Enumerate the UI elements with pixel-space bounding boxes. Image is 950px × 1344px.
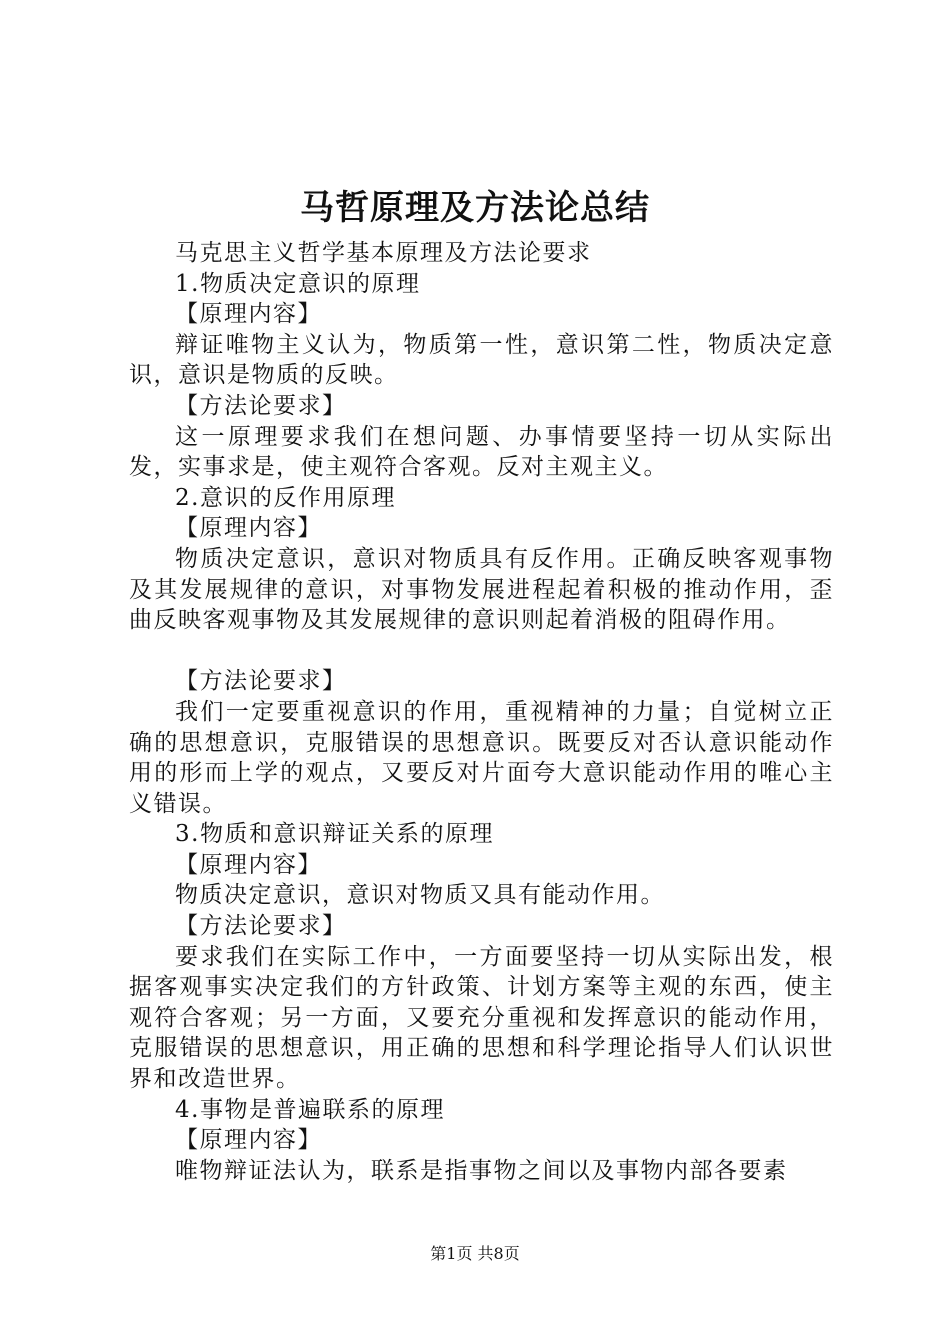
section-heading-2: 2.意识的反作用原理 <box>175 484 396 511</box>
paragraph-text: 唯物辩证法认为，联系是指事物之间以及事物内部各要素 <box>175 1157 788 1184</box>
principle-label: 【原理内容】 <box>175 851 322 878</box>
method-label: 【方法论要求】 <box>175 913 347 940</box>
method-label: 【方法论要求】 <box>175 668 347 695</box>
section-heading-4: 4.事物是普遍联系的原理 <box>175 1096 445 1123</box>
paragraph-intro: 马克思主义哲学基本原理及方法论要求 <box>175 240 592 266</box>
paragraph-text: 物质决定意识，意识对物质具有反作用。正确反映客观事物及其发展规律的意识，对事物发展进程起着积极的推动作用，歪曲反映客观事物及其发展规律的意识则起着消极的阻碍作用。 <box>129 545 834 634</box>
section-heading-1: 1.物质决定意识的原理 <box>175 270 421 297</box>
method-label: 【方法论要求】 <box>175 392 347 419</box>
page-number-footer: 第1页 共8页 <box>430 1244 520 1263</box>
section-heading-3: 3.物质和意识辩证关系的原理 <box>175 821 494 848</box>
principle-label: 【原理内容】 <box>175 1127 322 1154</box>
paragraph-text: 这一原理要求我们在想问题、办事情要坚持一切从实际出发，实事求是，使主观符合客观。反对主观主义。 <box>129 423 834 481</box>
document-title: 马哲原理及方法论总结 <box>300 188 650 228</box>
principle-label: 【原理内容】 <box>175 515 322 542</box>
paragraph-text: 辩证唯物主义认为，物质第一性，意识第二性，物质决定意识，意识是物质的反映。 <box>129 331 834 389</box>
principle-label: 【原理内容】 <box>175 301 322 328</box>
paragraph-text: 我们一定要重视意识的作用，重视精神的力量；自觉树立正确的思想意识，克服错误的思想意识。既要反对否认意识能动作用的形而上学的观点，又要反对片面夸大意识能动作用的唯心主义错误。 <box>129 698 834 817</box>
paragraph-text: 要求我们在实际工作中，一方面要坚持一切从实际出发，根据客观事实决定我们的方针政策、计划方案等主观的东西，使主观符合客观；另一方面，又要充分重视和发挥意识的能动作用，克服错误的思想意识，用正确的思想和科学理论指导人们认识世界和改造世界。 <box>129 943 834 1093</box>
document-body <box>129 238 834 1186</box>
paragraph-text: 物质决定意识，意识对物质又具有能动作用。 <box>175 882 665 909</box>
